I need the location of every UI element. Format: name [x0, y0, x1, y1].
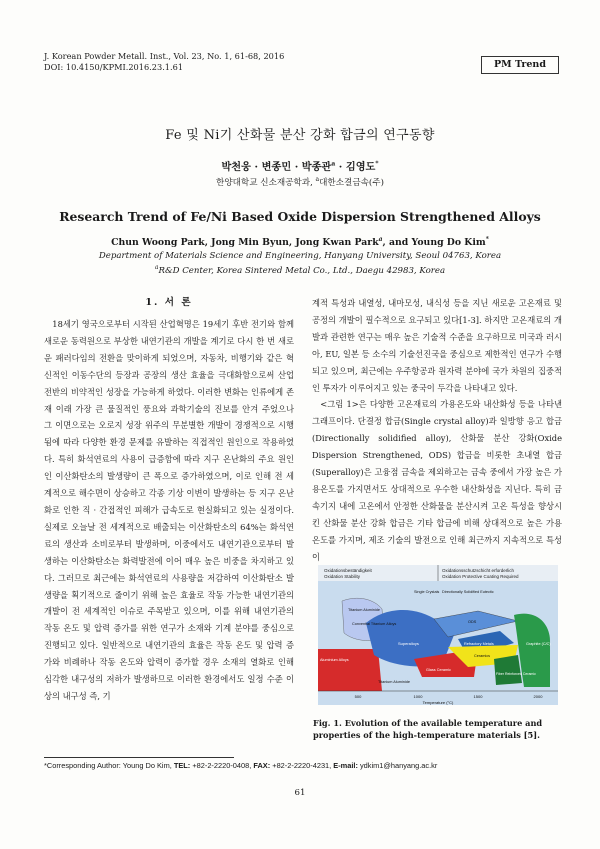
materials-temperature-diagram [318, 565, 558, 705]
body-paragraph: 18세기 영국으로부터 시작된 산업혁명은 19세기 후반 전기와 함께 새로운 동력원으로 부상한 내연기관의 개발을 계기로 다시 한 번 새로운 패러다임의 전환을 맞이하게 되었으며, 자동차, 비행기와 같은 혁신적인 이동수단의 등장과 공장의 생산 효율을 극대화함으로써 산업 전반의 비약적인 성장을 가능하게 하였다. 이러한 변화는 인류에게 존재 이래 가장 큰 물질적인 풍요와 과학기술의 진보를 안겨 주었으나 그 이면으로는 오로지 성장 위주의 무분별한 개발이 경쟁적으로 시행됨에 따라 다양한 환경 문제를 유발하는 직접적인 원인으로 작용하였다. 특히 화석연료의 사용이 급증함에 따라 지구 온난화의 주요 원인인 이산화탄소의 발생량이 큰 폭으로 증가하였으며, 이로 인해 전 세계적으로 해수면이 상승하고 각종 기상 이변이 발생하는 등 지구 온난화로 인한 직 · 간접적인 피해가 급속도로 현실화되고 있는 실정이다. 실제로 오늘날 전 세계적으로 배출되는 이산화탄소의 64%는 화석연료의 생산과 소비로부터 발생하며, 이중에서도 내연기관으로부터 발생하는 이산화탄소는 화력발전에 이어 매우 높은 비중을 차지하고 있다. 그러므로 최근에는 화석연료의 사용량을 저감하여 이산화탄소 발생량을 획기적으로 줄이기 위해 높은 효율로 작동 가능한 내연기관의 개발이 전 세계적인 이슈로 주목받고 있으며, 이를 위해 내연기관의 작동 온도 및 압력 증가를 위한 연구가 소재와 기계 분야를 중심으로 진행되고 있다. 일반적으로 내연기관의 효율은 작동 온도 및 압력 증가와 비례하나 작동 온도와 압력이 증가할 경우 소재의 열화로 인해 심각한 내구성의 저하가 발생하므로 이러한 환경에서도 일정 수준 이상의 내구성 즉, 기 [44, 319, 294, 701]
footnote-tel-label: TEL: [173, 761, 193, 770]
figure-caption: Fig. 1. Evolution of the available temperature and properties of the high-temperature materials [5]. [313, 718, 543, 740]
figure-1 [318, 565, 558, 705]
x-axis-label: Temperature (°C) [422, 700, 454, 705]
body-paragraph: <그림 1>은 다양한 고온재료의 가용온도와 내산화성 등을 나타낸 그래프이다. 단결정 합금(Single crystal alloy)과 일방향 응고 합금(Directionally solidified alloy), 산화물 분산 강화(Oxide Dispersion Strengthened, ODS) 합금을 비롯한 초내열 합금(Superalloy)은 고융점 금속을 제외하고는 금속 중에서 가장 높은 가용온도를 가지면서도 상대적으로 우수한 내산화성을 지닌다. 특히 금속기지 내에 고온에서 안정한 산화물을 분산시켜 고온 특성을 향상시킨 산화물 분산 강화 합금은 기타 합금에 비해 상대적으로 높은 가용온도를 가지며, 제조 기술의 발전으로 인해 최근까지 지속적으로 특성이 [312, 399, 562, 562]
label-single-crystals: Single Crystals [414, 590, 440, 594]
footnote-fax: +82-2-2220-4231, [272, 761, 334, 770]
label-aluminium: Aluminium Alloys [320, 658, 349, 662]
korean-affiliation-2: 대한소결금속(주) [319, 178, 384, 188]
body-column-right [312, 295, 562, 562]
korean-author-names: 박천웅 · 변종민 · 박종관 [221, 161, 332, 173]
body-paragraph: 계적 특성과 내열성, 내마모성, 내식성 등을 지닌 새로운 고온재료 및 공정의 개발이 필수적으로 요구되고 있다[1-3]. 하지만 고온재료의 개발과 관련한 연구는 매우 높은 기술적 수준을 요구하므로 미국과 러시아, EU, 일본 등 소수의 기술선진국을 중심으로 제한적인 연구가 수행되고 있으며, 최근에는 우주항공과 원자력 분야에 국가 차원의 집중적인 투자가 이루어지고 있는 중국이 두각을 나타내고 있다. [312, 298, 562, 393]
english-authors: Chun Woong Park, Jong Min Byun, Jong Kwan Park$^a$, and Young Do Kim* [111, 236, 489, 249]
journal-citation: J. Korean Powder Metall. Inst., Vol. 23, No. 1, 61-68, 2016 [44, 51, 285, 61]
label-top-left-2: Oxidation Stability [324, 574, 361, 579]
footnote-rule [44, 757, 234, 758]
footnote-fax-label: FAX: [253, 761, 273, 770]
tick-2000: 2000 [533, 694, 543, 699]
label-top-left: Oxidationsbeständigkeit [324, 568, 372, 573]
english-affiliation-2-text: R&D Center, Korea Sintered Metal Co., Ltd., Daegu 42983, Korea [158, 265, 446, 276]
label-top-right: Oxidationsschutzschicht erforderlich [442, 568, 515, 573]
korean-author-last: · 김영도 [335, 161, 376, 173]
footnote-email[interactable]: ydkim1@hanyang.ac.kr [359, 761, 438, 770]
journal-doi: DOI: 10.4150/KPMI.2016.23.1.61 [44, 62, 184, 72]
label-refractory: Refractory Metals [464, 642, 494, 646]
aluminium-region [318, 649, 382, 691]
tick-500: 500 [354, 694, 362, 699]
fiber-ceramic-region [494, 655, 522, 685]
english-affiliation-2: $^a$R&D Center, Korea Sintered Metal Co., Ltd., Daegu 42983, Korea [154, 264, 446, 276]
footnote-prefix: *Corresponding Author: Young Do Kim, [44, 761, 174, 770]
label-fiber-ceramic: Fiber Reinforced Ceramic [496, 672, 536, 676]
korean-authors: 박천웅 · 변종민 · 박종관$^a$ · 김영도* [221, 160, 379, 173]
label-glass-ceramic: Glass Ceramic [426, 668, 451, 672]
page-number: 61 [294, 788, 306, 798]
body-column-left [44, 316, 294, 816]
label-superalloys: Superalloys [398, 641, 419, 646]
korean-title: Fe 및 Ni기 산화물 분산 강화 합금의 연구동향 [165, 128, 435, 143]
tick-1500: 1500 [473, 694, 483, 699]
label-graphite: Graphite (C/C) [526, 642, 551, 646]
label-intermetallics: Titanium Aluminide [378, 680, 410, 684]
label-ods: ODS [468, 620, 477, 624]
section-heading: 1. 서 론 [145, 297, 193, 308]
korean-affiliation: 한양대학교 신소재공학과, $^a$대한소결금속(주) [216, 176, 384, 188]
tick-1000: 1000 [413, 694, 423, 699]
section-label-box: PM Trend [481, 56, 559, 74]
label-conventional-titanium: Convential Titanium Alloys [352, 622, 397, 626]
english-author-last: , and Young Do Kim [382, 237, 486, 249]
label-titanium: Titanium Aluminide [348, 608, 380, 612]
english-author-names: Chun Woong Park, Jong Min Byun, Jong Kwan Park [111, 237, 379, 249]
korean-affiliation-1: 한양대학교 신소재공학과, [216, 178, 316, 188]
label-directionally-solidified: Directionally Solidified Eutectic [442, 590, 494, 594]
corresponding-author-footnote [44, 761, 564, 770]
journal-info [44, 51, 364, 73]
english-affiliation-1: Department of Materials Science and Engineering, Hanyang University, Seoul 04763, Korea [98, 251, 502, 261]
english-title: Research Trend of Fe/Ni Based Oxide Dispersion Strengthened Alloys [59, 209, 541, 224]
footnote-tel: +82-2-2220-0408, [192, 761, 254, 770]
footnote-email-label: E-mail: [333, 761, 360, 770]
label-ceramics: Ceramics [474, 654, 491, 658]
label-top-right-2: Oxidation Protective Coating Required [442, 574, 519, 579]
